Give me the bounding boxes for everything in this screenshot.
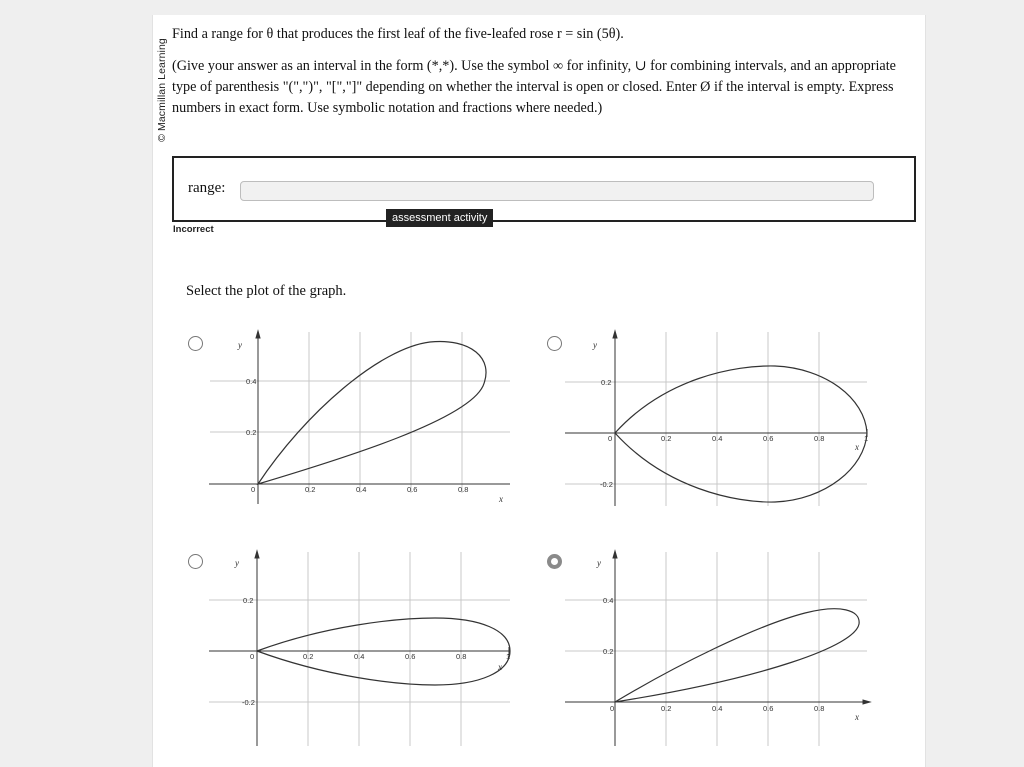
x-tick-label: 0.6	[407, 485, 418, 494]
x-tick-label: 0	[608, 434, 613, 443]
x-tick-label: 0.2	[305, 485, 316, 494]
x-tick-label: 1	[864, 434, 869, 443]
y-tick-label: -0.2	[600, 480, 613, 489]
x-tick-label: 0.4	[712, 704, 723, 713]
x-axis-label: x	[855, 442, 859, 452]
x-axis-label: x	[855, 712, 859, 722]
range-label: range:	[188, 180, 226, 196]
y-axis-label: y	[597, 558, 601, 568]
x-tick-label: 1	[506, 652, 511, 661]
plot-option-b-radio[interactable]	[547, 336, 562, 351]
copyright-watermark	[151, 30, 173, 150]
plot-option-d[interactable]	[565, 548, 875, 748]
plot-option-a[interactable]	[205, 328, 515, 508]
plot-option-a-radio[interactable]	[188, 336, 203, 351]
question-line: Find a range for θ that produces the first leaf of the five-leafed rose r = sin (5θ).	[172, 26, 624, 42]
assessment-activity-tag: assessment activity	[386, 209, 493, 227]
x-tick-label: 0.6	[763, 704, 774, 713]
x-tick-label: 0.4	[354, 652, 365, 661]
x-tick-label: 0	[251, 485, 256, 494]
y-tick-label: 0.2	[603, 647, 614, 656]
x-tick-label: 0.4	[356, 485, 367, 494]
plot-prompt: Select the plot of the graph.	[186, 283, 347, 299]
y-axis-label: y	[238, 340, 242, 350]
x-tick-label: 0.6	[405, 652, 416, 661]
y-tick-label: -0.2	[242, 698, 255, 707]
grid-lines	[209, 552, 510, 746]
x-tick-label: 0.4	[712, 434, 723, 443]
plot-option-c-radio[interactable]	[188, 554, 203, 569]
plot-option-d-radio[interactable]	[547, 554, 562, 569]
x-tick-label: 0.2	[661, 434, 672, 443]
range-input[interactable]	[240, 181, 874, 201]
y-axis-label: y	[593, 340, 597, 350]
x-tick-label: 0.8	[456, 652, 467, 661]
y-tick-label: 0.2	[246, 428, 257, 437]
y-tick-label: 0.4	[603, 596, 614, 605]
answer-box	[172, 156, 916, 222]
x-tick-label: 0.8	[458, 485, 469, 494]
y-tick-label: 0.4	[246, 377, 257, 386]
watermark-text: © Macmillan Learning	[156, 38, 169, 142]
x-tick-label: 0.8	[814, 434, 825, 443]
x-axis-label: x	[498, 662, 502, 672]
x-tick-label: 0	[250, 652, 255, 661]
y-tick-label: 0.2	[601, 378, 612, 387]
grid-lines	[210, 332, 510, 493]
y-axis-label: y	[235, 558, 239, 568]
x-tick-label: 0.6	[763, 434, 774, 443]
x-tick-label: 0.2	[303, 652, 314, 661]
question-instructions: (Give your answer as an interval in the form (*,*). Use the symbol ∞ for infinity, ∪ for combining intervals, and an appropriate type of parenthesis "(",")", "[","]" depending on whether the interval is open or closed. Enter Ø if the interval is empty. Express numbers in exact form. Use symbolic notation and fractions where needed.)	[172, 58, 896, 116]
rose-leaf-curve	[258, 341, 486, 484]
feedback-status: Incorrect	[173, 224, 214, 235]
x-tick-label: 0.8	[814, 704, 825, 713]
plot-option-b[interactable]	[565, 328, 875, 508]
x-axis-label: x	[499, 494, 503, 504]
y-tick-label: 0.2	[243, 596, 254, 605]
rose-leaf-curve	[615, 366, 867, 502]
plot-option-c[interactable]	[205, 548, 515, 748]
x-tick-label: 0.2	[661, 704, 672, 713]
question-text	[172, 24, 917, 119]
rose-leaf-curve	[615, 609, 859, 702]
x-tick-label: 0	[610, 704, 615, 713]
